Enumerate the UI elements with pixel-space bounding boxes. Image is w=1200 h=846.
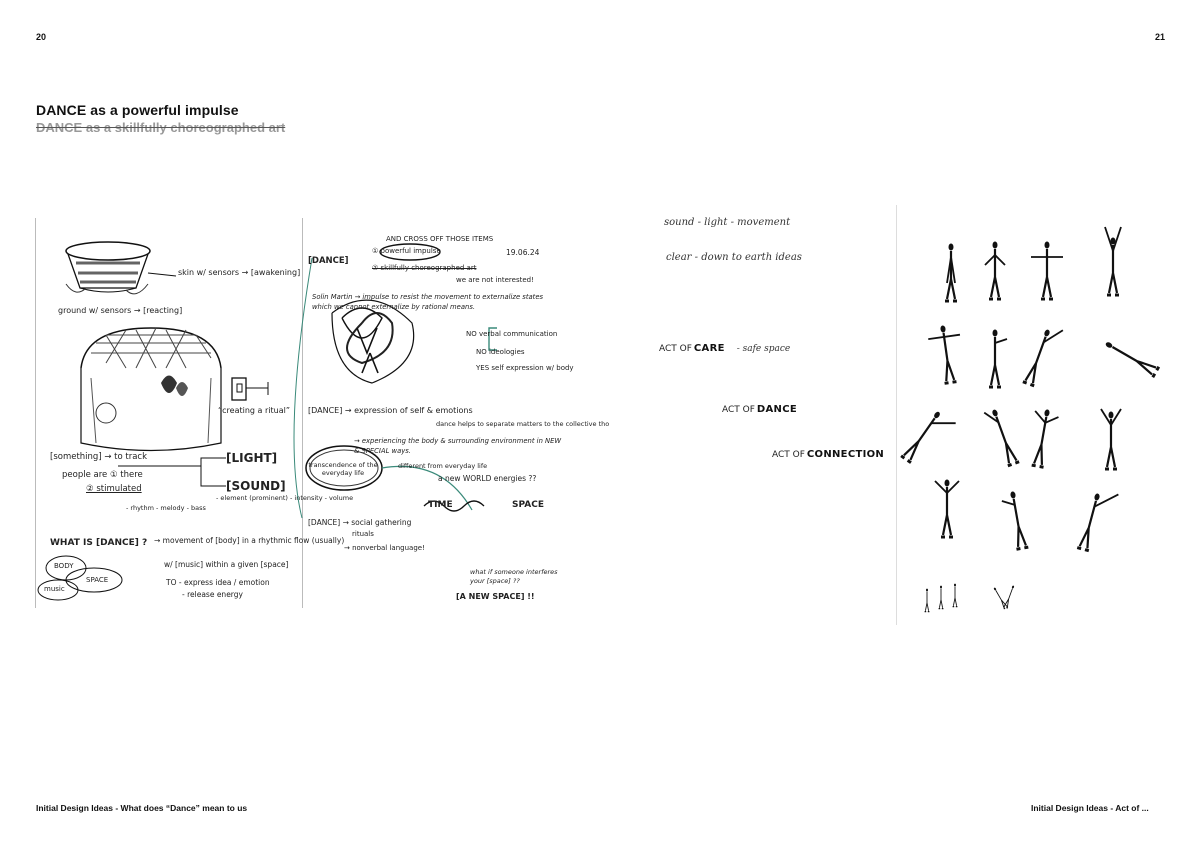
dancer-figure-icon xyxy=(945,244,957,302)
label-sound-list-2: - element (prominent) - intensity - volume xyxy=(216,494,354,502)
dancer-figure-icon xyxy=(984,407,1019,467)
act-of-connection xyxy=(772,449,884,460)
dancer-figure-icon xyxy=(1077,488,1118,555)
label-space: SPACE xyxy=(86,576,109,584)
label-sound: [SOUND] xyxy=(226,479,286,493)
dancer-figure-icon xyxy=(1023,323,1063,388)
dancer-figure-icon xyxy=(1001,491,1029,551)
label-different: different from everyday life xyxy=(398,462,488,470)
act-prefix-care: ACT OF xyxy=(659,344,692,354)
label-experiencing: → experiencing the body & surrounding environment in NEW & SPECIAL ways. xyxy=(354,437,562,455)
dancer-figure-icon xyxy=(927,323,967,384)
label-express: TO - express idea / emotion xyxy=(166,578,270,587)
act-care-note: - safe space xyxy=(736,344,791,354)
dancer-figure-icon xyxy=(953,584,958,607)
label-sound-list: - rhythm - melody - bass xyxy=(126,504,206,512)
page-number-right: 21 xyxy=(1155,32,1166,42)
note-line-1: sound - light - movement xyxy=(664,217,791,228)
label-new-world: a new WORLD energies ?? xyxy=(438,474,537,483)
label-light: [LIGHT] xyxy=(226,451,278,465)
page-number-left: 20 xyxy=(36,32,47,42)
act-word-dance: DANCE xyxy=(756,404,797,415)
dancer-figure-icon xyxy=(925,589,930,612)
label-dance-box: [DANCE] xyxy=(308,256,349,266)
label-body: BODY xyxy=(54,562,74,570)
dancer-figure-icon xyxy=(1026,407,1060,468)
label-dance-helps: dance helps to separate matters to the collective tho xyxy=(436,420,610,428)
label-yes: YES self expression w/ body xyxy=(476,364,574,372)
label-stimulated: ② stimulated xyxy=(86,484,142,494)
label-people: people are ① there xyxy=(62,470,143,480)
label-date: 19.06.24 xyxy=(506,248,540,257)
label-what-is: WHAT IS [DANCE] ? xyxy=(50,538,148,548)
act-of-care xyxy=(659,343,790,354)
label-ritual: “creating a ritual” xyxy=(218,406,290,415)
dancer-figure-icon xyxy=(1101,409,1121,469)
label-no-ideologies: NO ideologies xyxy=(476,348,525,356)
figures-page xyxy=(896,205,1161,625)
label-music-word: music xyxy=(44,585,65,593)
dancer-figure-icon xyxy=(1003,585,1015,608)
sketchbook-image xyxy=(35,218,610,608)
footer-right-caption: Initial Design Ideas - Act of ... xyxy=(1031,803,1149,813)
dancer-figure-icon xyxy=(989,330,1007,388)
label-rituals: rituals xyxy=(352,530,374,538)
label-release: - release energy xyxy=(182,590,243,599)
footer-left-caption: Initial Design Ideas - What does “Dance” mean to us xyxy=(36,803,248,813)
label-sensors: skin w/ sensors → [awakening] xyxy=(178,268,301,277)
label-new-space: [A NEW SPACE] !! xyxy=(456,592,535,601)
label-something: [something] → to track xyxy=(50,452,148,462)
act-prefix-dance: ACT OF xyxy=(722,405,755,415)
label-no-verbal: NO verbal communication xyxy=(466,330,558,338)
dancer-figure-icon xyxy=(939,586,944,609)
struck-subtitle: DANCE as a skillfully choreographed art xyxy=(36,120,286,135)
dancer-figure-icon xyxy=(1105,227,1121,295)
label-dance-expr: [DANCE] → expression of self & emotions xyxy=(308,406,473,415)
note-line-2: clear - down to earth ideas xyxy=(666,252,802,263)
label-space-word: SPACE xyxy=(512,500,544,510)
label-what-if: what if someone interferes your [space] ?? xyxy=(470,568,558,585)
label-nonverbal: → nonverbal language! xyxy=(344,544,425,552)
dancer-figure-icon xyxy=(1031,242,1063,300)
act-word-connection: CONNECTION xyxy=(806,449,885,460)
label-dance-social: [DANCE] → social gathering xyxy=(308,518,412,527)
label-we-are: we are not interested! xyxy=(456,276,534,284)
act-word-care: CARE xyxy=(693,343,725,354)
label-movement: → movement of [body] in a rhythmic flow (usually) xyxy=(154,536,345,545)
dancer-figure-icon xyxy=(1103,338,1159,377)
label-music: w/ [music] within a given [space] xyxy=(164,560,289,569)
act-prefix-connection: ACT OF xyxy=(772,450,805,460)
page-title: DANCE as a powerful impulse xyxy=(36,102,239,118)
label-ground: ground w/ sensors → [reacting] xyxy=(58,306,183,315)
act-of-dance xyxy=(722,404,797,415)
label-solin: Solin Martin → impulse to resist the movement to externalize states which we cannot externalize by rational means. xyxy=(312,293,544,311)
dancer-figures-drawing xyxy=(897,205,1161,625)
label-time: TIME xyxy=(428,500,453,510)
label-powerful: ① powerful impulse xyxy=(372,247,441,255)
dancer-figure-icon xyxy=(985,242,1005,300)
dancer-figure-icon xyxy=(901,408,956,470)
label-transcendence: transcendence of the everyday life xyxy=(308,461,378,477)
notes-page xyxy=(650,205,898,625)
dancer-figure-icon xyxy=(992,587,1008,609)
label-skillfully: ② skillfully choreographed art xyxy=(372,264,477,272)
label-cross-off: AND CROSS OFF THOSE ITEMS xyxy=(386,235,494,243)
dancer-figure-icon xyxy=(935,480,959,538)
